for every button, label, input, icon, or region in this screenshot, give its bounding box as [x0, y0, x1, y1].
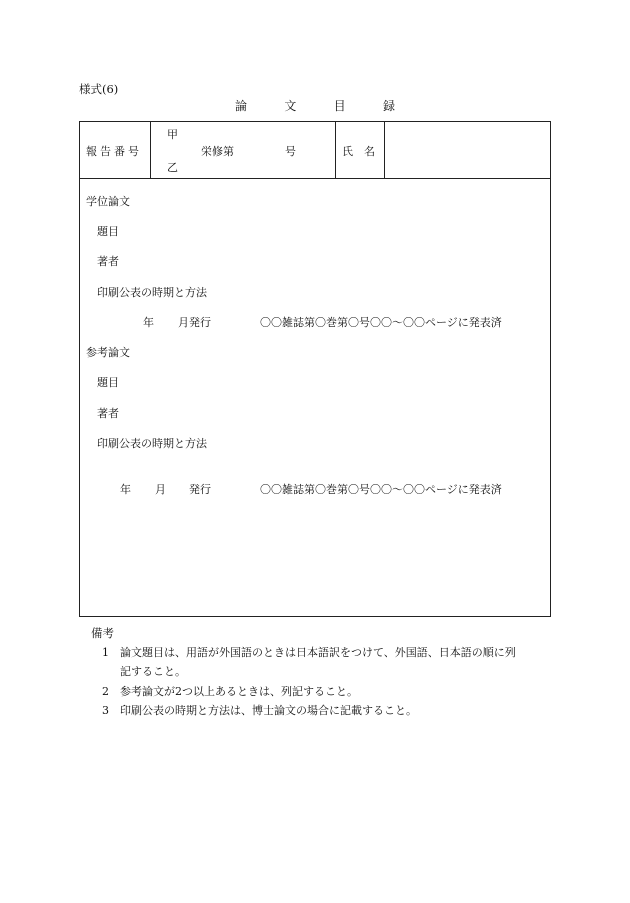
title-char: 録	[382, 99, 395, 113]
kou-label: 甲	[167, 128, 178, 141]
header-row-divider	[80, 178, 550, 179]
author-label: 著者	[97, 255, 119, 268]
publication-method-label: 印刷公表の時期と方法	[97, 437, 207, 450]
note-text: 参考論文が2つ以上あるときは、列記すること。	[120, 685, 358, 698]
header-col-divider	[150, 122, 151, 178]
report-number-label: 報告番号	[86, 145, 142, 158]
title-label: 題目	[97, 376, 119, 389]
title-char: 目	[333, 99, 346, 113]
title-label: 題目	[97, 225, 119, 238]
note-item	[102, 686, 358, 697]
note-continuation: 記すること。	[120, 665, 186, 678]
note-number: 2	[102, 685, 109, 698]
month-label: 月	[155, 483, 166, 496]
note-number: 3	[102, 704, 109, 717]
month-issued-label: 月発行	[178, 316, 211, 329]
form-number-label: 様式(6)	[79, 82, 119, 96]
issued-label: 発行	[189, 483, 211, 496]
author-label: 著者	[97, 407, 119, 420]
note-text: 印刷公表の時期と方法は、博士論文の場合に記載すること。	[120, 704, 417, 717]
note-item	[102, 705, 417, 716]
eishu-prefix-label: 栄修第	[201, 145, 234, 158]
degree-thesis-heading: 学位論文	[86, 195, 130, 208]
year-label: 年	[143, 316, 154, 329]
notes-heading: 備考	[91, 626, 114, 640]
header-col-divider	[335, 122, 336, 178]
publication-detail: 〇〇雑誌第〇巻第〇号〇〇～〇〇ページに発表済	[260, 483, 502, 496]
name-label: 氏名	[342, 145, 386, 158]
note-item	[102, 647, 516, 658]
gou-label: 号	[285, 145, 296, 158]
form-table	[79, 121, 551, 617]
title-char: 文	[284, 99, 297, 113]
publication-method-label: 印刷公表の時期と方法	[97, 286, 207, 299]
reference-thesis-heading: 参考論文	[86, 346, 130, 359]
year-label: 年	[120, 483, 131, 496]
otsu-label: 乙	[167, 161, 178, 174]
title-char: 論	[235, 99, 248, 113]
note-text: 論文題目は、用語が外国語のときは日本語訳をつけて、外国語、日本語の順に列	[120, 646, 516, 659]
publication-detail: 〇〇雑誌第〇巻第〇号〇〇～〇〇ページに発表済	[260, 316, 502, 329]
note-number: 1	[102, 646, 109, 659]
document-title	[235, 100, 395, 112]
